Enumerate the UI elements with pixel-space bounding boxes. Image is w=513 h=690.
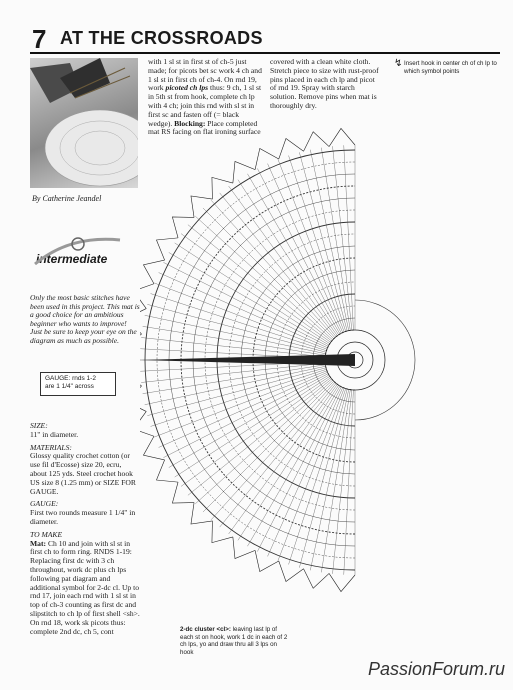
diagram-spoke <box>268 164 343 333</box>
diagram-spoke <box>169 253 329 346</box>
gauge-callout-line1: GAUGE: rnds 1-2 <box>45 375 96 382</box>
size-heading: SIZE: <box>30 421 48 430</box>
cluster-note <box>180 626 290 656</box>
pattern-number: 7 <box>32 24 47 54</box>
diagram-scallop <box>212 177 233 199</box>
doily-photo <box>30 58 138 188</box>
diagram-scallop <box>143 260 164 284</box>
materials-heading: MATERIALS: <box>30 442 72 452</box>
diagram-spoke <box>344 145 354 330</box>
to-make-text <box>30 540 140 637</box>
diagram-scallop <box>279 561 304 581</box>
cluster-note-text: leaving last lp of each st on hook, work 1 dc in each of 2 ch lps, yo and draw thru all 3 lps on hook <box>180 626 288 656</box>
watermark: PassionForum.ru <box>367 659 505 679</box>
diagram-scallop <box>304 569 330 588</box>
instructions-column <box>30 418 140 636</box>
diagram-spoke <box>268 387 343 556</box>
mid-text-part2: thus: 9 ch, 1 sl st in 5th st from hook, complete ch lp with 4 ch; join this rnd with sl st in first sc and fasten off (= black wedge). <box>148 83 262 128</box>
diagram-scallop <box>233 537 255 559</box>
symbol-note-text: Insert hook in center ch of ch lp to which symbol points <box>404 60 497 75</box>
diagram-scallop <box>140 411 154 436</box>
photo-image <box>30 58 138 188</box>
diagram-spoke <box>147 368 326 416</box>
diagram-spoke <box>248 386 341 546</box>
diagram-spoke <box>203 381 334 512</box>
diagram-scallop <box>140 360 142 386</box>
diagram-spoke <box>248 174 341 334</box>
gauge-heading: GAUGE: <box>30 499 59 509</box>
diagram-scallop <box>329 128 355 146</box>
size-text: 11" in diameter. <box>30 429 79 439</box>
diagram-scallop <box>140 309 146 335</box>
diagram-spoke <box>278 159 344 332</box>
diagram-spoke <box>159 372 328 447</box>
diagram-spoke <box>278 388 344 561</box>
page-title: AT THE CROSSROADS <box>60 28 263 48</box>
diagram-center-motif <box>140 300 415 420</box>
diagram-scallop <box>140 386 146 412</box>
diagram-spoke <box>154 371 327 437</box>
diagram-scallop <box>172 482 194 503</box>
mid-text-part1: with 1 sl st in first st of ch-5 just made; for picots bet sc work 4 ch and 1 sl st in first ch of ch-4. On rnd 19, work <box>148 57 262 93</box>
diagram-scallop <box>329 573 355 591</box>
diagram-black-wedge <box>140 354 355 366</box>
diagram-scallop <box>255 550 279 571</box>
blocking-label: Blocking: <box>174 118 206 128</box>
diagram-scallop <box>304 132 330 151</box>
diagram-scallop <box>156 238 178 260</box>
diagram-scallop <box>156 460 178 482</box>
mid-text-bold: picoted ch lps <box>165 83 209 93</box>
intro-text: Only the most basic stitches have been used in this project. This mat is a good choice for an ambitious beginner who wants to improve! Just be sure to keep your eye on the diagram as much as possible. <box>30 293 140 345</box>
diagram-spoke <box>333 146 352 330</box>
cluster-note-label: 2-dc cluster <cl>: <box>180 626 231 633</box>
hook-symbol-icon: ↯ <box>394 58 403 69</box>
diagram-spoke <box>159 273 328 348</box>
diagram-scallop <box>172 217 194 238</box>
gauge-text: First two rounds measure 1 1/4" in diameter. <box>30 508 136 526</box>
intro-column <box>30 224 140 346</box>
diagram-scallop <box>140 334 142 360</box>
blocking-text: Place completed mat RS facing on flat ironing surface <box>148 118 261 137</box>
diagram-spoke <box>169 375 329 468</box>
diagram-spoke <box>154 283 327 349</box>
diagram-spoke <box>141 338 325 357</box>
diagram-spoke <box>203 208 334 339</box>
to-make-lead: Mat: <box>30 538 47 548</box>
diagram-scallop <box>140 284 154 309</box>
crochet-diagram <box>140 70 510 630</box>
to-make-heading: TO MAKE <box>30 529 63 539</box>
diagram-scallop <box>255 148 279 169</box>
gauge-callout <box>40 372 116 396</box>
diagram-scallop <box>233 161 255 183</box>
diagram-spoke <box>299 389 347 568</box>
diagram-spoke <box>141 363 325 382</box>
diagram-scallop <box>212 521 233 543</box>
gauge-callout-line2: are 1 1/4" across <box>45 383 94 390</box>
to-make-body: Ch 10 and join with sl st in first ch to form ring. RNDS 1-19: Replacing first dc with 3 ch throughout, work dc plus ch lps following pat diagram and additional symbol for 2-dc cl. Up to rnd 17, join each rnd with 1 sl st in top of ch-3 counting as first dc and slipstitch to ch lp of first shell <sh>. On rnd 18, work sk picots thus: complete 2nd dc, ch 5, cont <box>30 538 140 636</box>
diagram-scallop <box>279 139 304 159</box>
diagram-spoke <box>344 390 354 575</box>
right-column: covered with a clean white cloth. Stretch piece to size with rust-proof pins placed in each ch lp and picot of rnd 19. Spray with starch solution. Remove pins when mat is thoroughly dry. <box>270 57 379 110</box>
diagram-spoke <box>147 304 326 352</box>
title-bar <box>30 24 500 54</box>
diagram-scallop <box>143 436 164 460</box>
diagram-spoke <box>333 390 352 574</box>
photo-credit: By Catherine Jeandel <box>32 194 102 203</box>
skill-level: intermediate <box>36 252 108 266</box>
materials-text: Glossy quality crochet cotton (or use fil d'Ecosse) size 20, ecru, about 125 yds. Steel crochet hook US size 8 (1.25 mm) or SIZE FOR GAUGE. <box>30 451 136 496</box>
diagram-spoke <box>299 152 347 331</box>
